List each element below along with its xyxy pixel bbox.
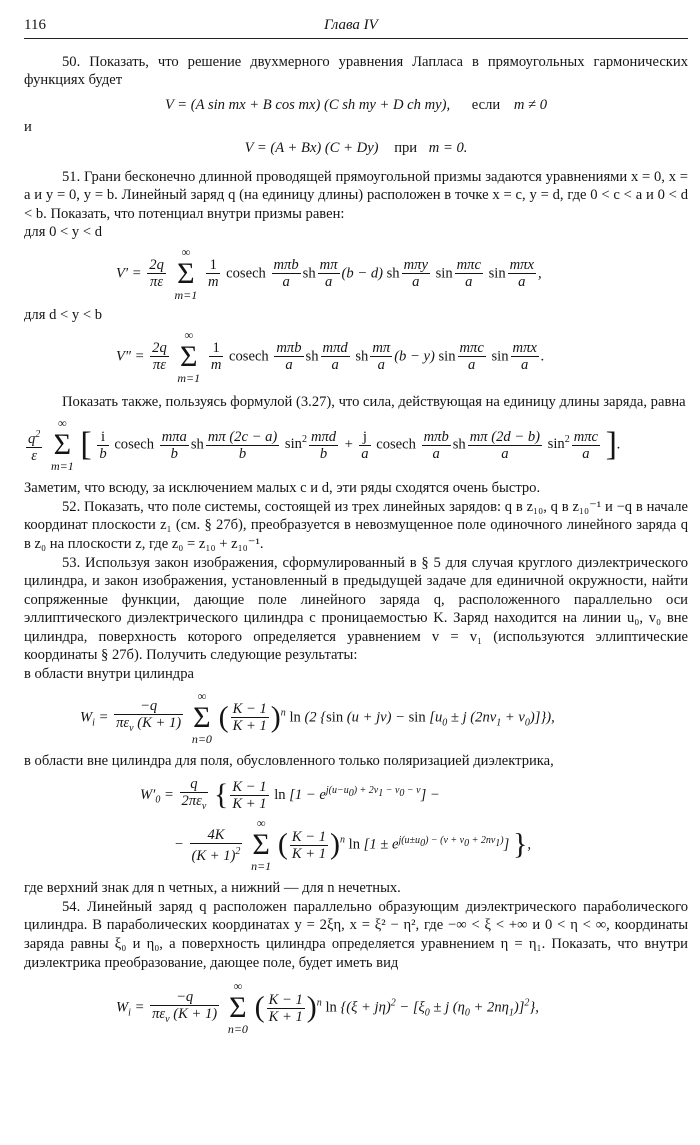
equation-53-outside-line2: − $\frac{4K}{(K + 1)^2}$ ∞ Σ n=1 ( $\frac{K - 1}{K + 1}$ )$^n$ $\ln [1 \pm e^{j(u\pm u_0) - (v + v_0 + 2nv_1)}]$ }, bbox=[174, 816, 532, 874]
sign-note: где верхний знак для n четных, а нижний — для n нечетных. bbox=[24, 880, 401, 897]
page-number: 116 bbox=[24, 17, 46, 33]
equation-50-1-condition: если bbox=[471, 96, 501, 113]
problem-51-remark: Заметим, что всюду, за исключением малых c и d, эти ряды сходятся очень быстро. bbox=[24, 480, 541, 497]
region-inside-label: в области внутри цилиндра bbox=[24, 666, 195, 683]
equation-51-force: $\frac{q^2}{\varepsilon}$ ∞ Σ m=1 [ $\frac{i}{b}$ cosech $\frac{\text{mπa}}{b}$ sh $\frac{m\pi (2c - a)}{b}$ $\sin^2$ $\frac{\text{mπd}}{b}$ + $\frac{j}{a}$ cosech $\frac{\text{mπb}}{a}$ sh $\frac{m\pi (2d - b)}{a}$ $\sin^2$ $\frac{\text{mπc}}{a}$ ]. bbox=[28, 416, 621, 474]
equation-53-outside-line1: $W'_0$ = $\frac{q}{2\pi\varepsilon_v}$ { $\frac{K - 1}{K + 1}$ $\ln [1 - e^{j(u-u_0) + 2v_1 - v_0 - v}]$ − bbox=[140, 776, 440, 813]
range-label-1: для 0 < y < d bbox=[24, 224, 103, 241]
problem-52-text: 52. Показать, что поле системы, состоящей из трех линейных зарядов: q в z₁₀, q в z₁₀⁻¹ и −q в начале координат плоскости z₁ (см. § 27б), преобразуется в невозмущенное поле одиночного линейного заряда q в z₀ на плоскости z, где z₀ = z₁₀ + z₁₀⁻¹. bbox=[24, 498, 688, 552]
problem-51-force-text: Показать также, пользуясь формулой (3.27), что сила, действующая на единицу длины заряда, равна bbox=[62, 393, 686, 410]
problem-51-text: 51. Грани бесконечно длинной проводящей прямоугольной призмы задаются уравнениями x = 0, x = a и y = 0, y = b. Линейный заряд q (на единицу длины) расположен в точке x = c, y = d, где 0 < c < a и 0 < d < b. Показать, что потенциал внутри призмы равен: bbox=[24, 168, 688, 222]
equation-50-1-condition-value: m ≠ 0 bbox=[513, 96, 548, 113]
conjunction-and: и bbox=[24, 119, 32, 136]
problem-54-text: 54. Линейный заряд q расположен параллельно образующим диэлектрического параболического цилиндра. В параболических координатах y = 2ξη, x = ξ² − η², где −∞ < ξ < +∞ и 0 < η < ∞, координаты заряда равны ξ₀ и η₀, а поверхность цилиндра определяется уравнением η = η₁. Показать, что внутри диэлектрика преобразование, дающее поле, будет иметь вид bbox=[24, 898, 688, 971]
equation-50-2-condition-value: m = 0. bbox=[428, 139, 468, 156]
equation-53-inside: $W_i$ = $\frac{-q}{\pi\varepsilon_v (K + 1)}$ ∞ Σ n=0 ( $\frac{K - 1}{K + 1}$ )$^n$ ln (2 {sin $(u + jv) - \sin [u_0 \pm j$ $(2nv_1 + v_0)$]}), bbox=[80, 688, 555, 746]
running-header bbox=[24, 16, 688, 39]
problem-50-text: 50. Показать, что решение двухмерного уравнения Лапласа в прямоугольных гармонических функциях будет bbox=[24, 53, 688, 89]
range-label-2: для d < y < b bbox=[24, 306, 103, 323]
problem-53-text: 53. Используя закон изображения, сформулированный в § 5 для случая круглого диэлектрического цилиндра, и закон изображения, установленный в предыдущей задаче для единичной окружности, найти сопряженные функции, дающие поле линейного заряда q, расположенного параллельно оси эллиптического диэлектрического цилиндра с проницаемостью K. Заряд находится на линии u₀, v₀ вне цилиндра, поверхность которого определяется уравнением v = v₁ (используются эллиптические координаты § 27б). Получить следующие результаты: bbox=[24, 554, 688, 664]
equation-54: $W_i$ = $\frac{-q}{\pi\varepsilon_v (K + 1)}$ ∞ Σ n=0 ( $\frac{K - 1}{K + 1}$ )$^n$ $\ln \{(\xi + j\eta)^2 - [\xi_0 \pm j$ $(\eta_0 + 2n\eta_1)]^2$}, bbox=[116, 979, 539, 1037]
equation-51-potential-2: V″ = $\frac{2q}{\pi\varepsilon}$ ∞ Σ m=1 $\frac{1}{m}$ cosech $\frac{\text{mπb}}{a}$ sh $\frac{\text{mπd}}{a}$ sh $\frac{m\pi}{a}$ (b − y) sin $\frac{\text{mπc}}{a}$ sin $\frac{\text{mπx}}{a}$ . bbox=[116, 327, 545, 385]
equation-50-2: V = (A + Bx) (C + Dy) при m = 0. bbox=[244, 139, 468, 156]
equation-50-2-condition: при bbox=[394, 139, 418, 156]
equation-50-1: V = (A sin mx + B cos mx) (C sh my + D ch my), если m ≠ 0 bbox=[164, 96, 548, 113]
book-page bbox=[24, 16, 688, 1036]
chapter-title: Глава IV bbox=[324, 17, 378, 33]
region-outside-label: в области вне цилиндра для поля, обусловленного только поляризацией диэлектрика, bbox=[24, 752, 554, 769]
equation-51-potential-1: V′ = $\frac{2q}{\pi\varepsilon}$ ∞ Σ m=1 $\frac{1}{m}$ cosech $\frac{\text{mπb}}{a}$ sh $\frac{m\pi}{a}$ (b − d) sh $\frac{\text{mπy}}{a}$ sin $\frac{\text{mπc}}{a}$ sin $\frac{\text{mπx}}{a}$ , bbox=[116, 244, 542, 302]
